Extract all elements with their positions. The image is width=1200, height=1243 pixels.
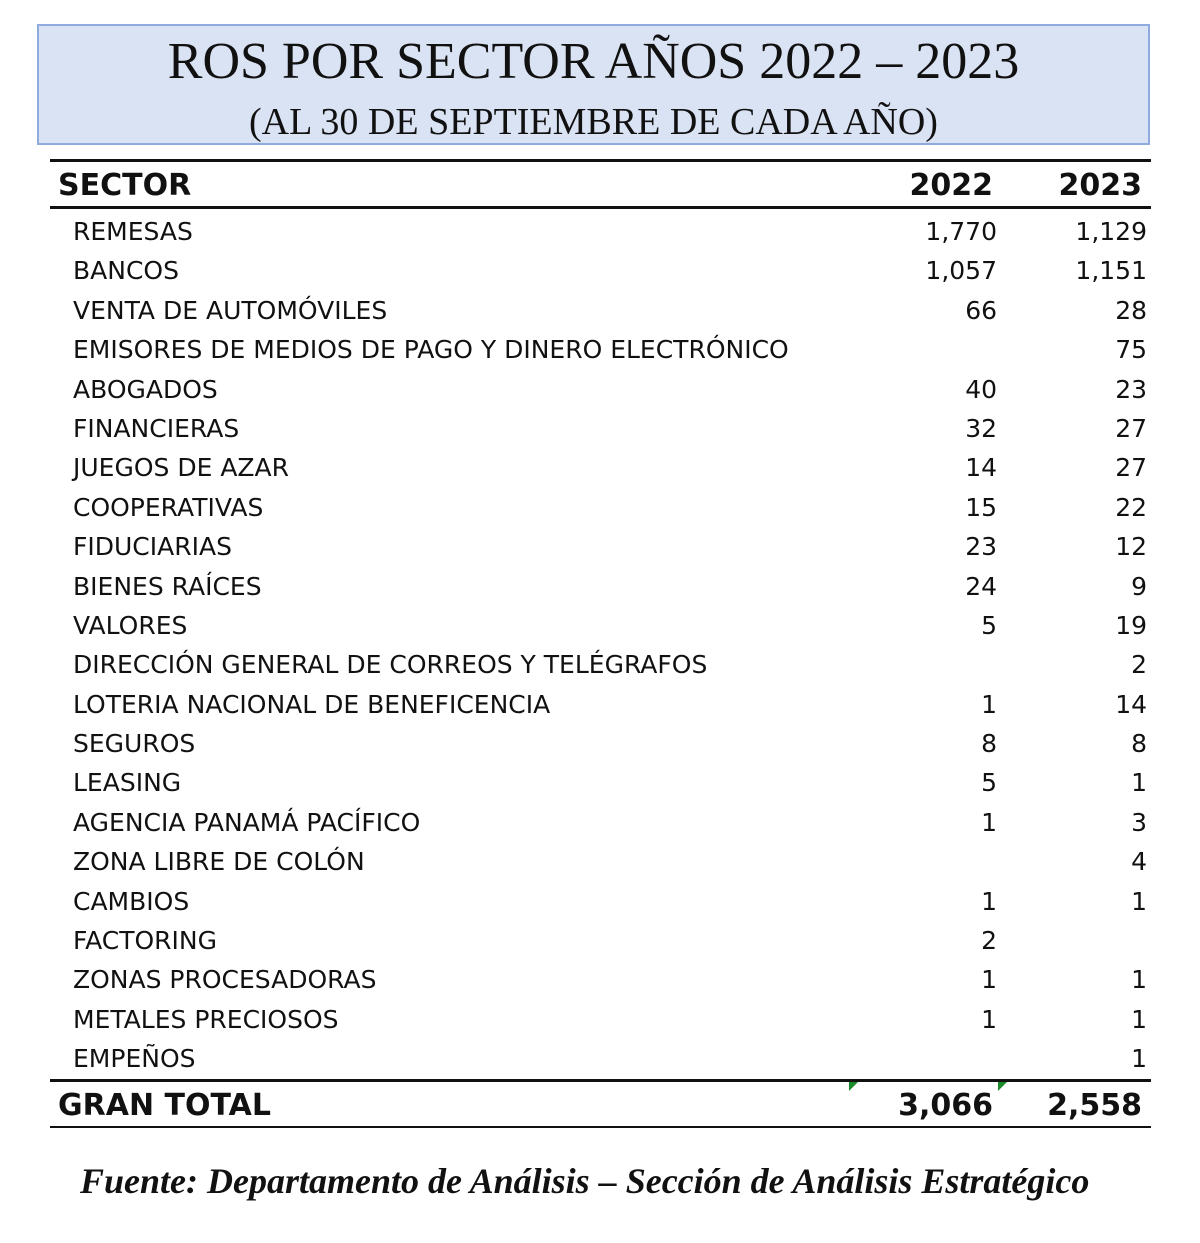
row-value-2023: 27 <box>1115 453 1147 483</box>
row-sector: VALORES <box>73 610 188 640</box>
row-value-2022: 1 <box>981 689 997 719</box>
title-box <box>37 24 1150 145</box>
table-row <box>50 960 1151 999</box>
table-row <box>50 370 1151 409</box>
row-value-2022: 15 <box>965 492 997 522</box>
row-sector: VENTA DE AUTOMÓVILES <box>73 295 388 325</box>
row-value-2023: 4 <box>1131 847 1147 877</box>
row-value-2023: 75 <box>1115 335 1147 365</box>
row-sector: FINANCIERAS <box>73 413 240 443</box>
row-sector: LOTERIA NACIONAL DE BENEFICENCIA <box>73 689 551 719</box>
row-value-2023: 27 <box>1115 413 1147 443</box>
row-sector: EMISORES DE MEDIOS DE PAGO Y DINERO ELECTRÓNICO <box>73 335 789 365</box>
row-value-2023: 22 <box>1115 492 1147 522</box>
row-sector: ZONA LIBRE DE COLÓN <box>73 847 365 877</box>
table-row <box>50 763 1151 802</box>
table-row <box>50 645 1151 684</box>
row-value-2023: 14 <box>1115 689 1147 719</box>
row-sector: FACTORING <box>73 926 217 956</box>
row-value-2023: 1 <box>1131 1004 1147 1034</box>
row-value-2022: 66 <box>965 295 997 325</box>
table-row <box>50 330 1151 369</box>
row-sector: REMESAS <box>73 217 193 246</box>
header-sector: SECTOR <box>58 168 192 203</box>
table-row <box>50 685 1151 724</box>
table-row <box>50 1039 1151 1078</box>
row-value-2023: 1 <box>1131 965 1147 995</box>
table-row <box>50 251 1151 290</box>
row-value-2023: 8 <box>1131 729 1147 759</box>
table-row <box>50 448 1151 487</box>
row-value-2023: 1,151 <box>1075 256 1147 286</box>
row-sector: EMPEÑOS <box>73 1044 196 1074</box>
table-row <box>50 527 1151 566</box>
row-sector: DIRECCIÓN GENERAL DE CORREOS Y TELÉGRAFOS <box>73 650 708 680</box>
row-value-2022: 8 <box>981 729 997 759</box>
table-row <box>50 212 1151 251</box>
row-value-2023: 28 <box>1115 295 1147 325</box>
source-note: Fuente: Departamento de Análisis – Sección de Análisis Estratégico <box>80 1161 1090 1201</box>
row-value-2023: 23 <box>1115 374 1147 404</box>
table-row <box>50 842 1151 881</box>
row-value-2022: 2 <box>981 926 997 956</box>
row-value-2023: 19 <box>1115 610 1147 640</box>
row-value-2023: 1 <box>1131 768 1147 798</box>
row-sector: LEASING <box>73 768 182 798</box>
row-value-2022: 5 <box>981 768 997 798</box>
row-sector: METALES PRECIOSOS <box>73 1004 339 1034</box>
row-sector: SEGUROS <box>73 729 196 759</box>
table-total-row <box>50 1079 1151 1128</box>
row-sector: ZONAS PROCESADORAS <box>73 965 377 995</box>
row-value-2023: 12 <box>1115 532 1147 562</box>
table-row <box>50 803 1151 842</box>
row-value-2022: 14 <box>965 453 997 483</box>
row-value-2022: 1 <box>981 965 997 995</box>
row-sector: ABOGADOS <box>73 374 218 404</box>
row-sector: CAMBIOS <box>73 886 190 916</box>
row-value-2022: 40 <box>965 374 997 404</box>
table-row <box>50 409 1151 448</box>
row-sector: FIDUCIARIAS <box>73 532 232 562</box>
row-value-2023: 2 <box>1131 650 1147 680</box>
cell-comment-marker <box>849 1082 858 1091</box>
row-sector: AGENCIA PANAMÁ PACÍFICO <box>73 807 421 837</box>
row-value-2022: 1,770 <box>925 217 997 246</box>
row-value-2022: 32 <box>965 413 997 443</box>
table-row <box>50 606 1151 645</box>
row-sector: BANCOS <box>73 256 179 286</box>
table-row <box>50 882 1151 921</box>
row-value-2023: 3 <box>1131 807 1147 837</box>
row-value-2022: 5 <box>981 610 997 640</box>
table-body <box>50 209 1151 1079</box>
row-value-2023: 1,129 <box>1075 217 1147 246</box>
header-year-2023: 2023 <box>1058 168 1142 203</box>
row-value-2023: 9 <box>1131 571 1147 601</box>
row-value-2022: 1 <box>981 1004 997 1034</box>
cell-comment-marker <box>998 1082 1007 1091</box>
row-value-2023: 1 <box>1131 886 1147 916</box>
total-2023: 2,558 <box>1047 1087 1142 1123</box>
row-value-2022: 23 <box>965 532 997 562</box>
row-value-2023: 1 <box>1131 1044 1147 1074</box>
row-sector: COOPERATIVAS <box>73 492 264 522</box>
table-row <box>50 567 1151 606</box>
table-row <box>50 1000 1151 1039</box>
row-value-2022: 1 <box>981 807 997 837</box>
total-label: GRAN TOTAL <box>58 1087 271 1123</box>
header-year-2022: 2022 <box>909 168 993 203</box>
row-sector: BIENES RAÍCES <box>73 571 262 601</box>
row-value-2022: 1,057 <box>925 256 997 286</box>
table-row <box>50 921 1151 960</box>
row-sector: JUEGOS DE AZAR <box>73 453 290 483</box>
row-value-2022: 24 <box>965 571 997 601</box>
page-title: ROS POR SECTOR AÑOS 2022 – 2023 <box>167 33 1020 90</box>
row-value-2022: 1 <box>981 886 997 916</box>
total-2022: 3,066 <box>898 1087 993 1123</box>
table-row <box>50 291 1151 330</box>
page-subtitle: (AL 30 DE SEPTIEMBRE DE CADA AÑO) <box>249 101 938 143</box>
table-row <box>50 488 1151 527</box>
table-header-row <box>50 162 1151 209</box>
sector-table <box>50 159 1151 1128</box>
table-row <box>50 724 1151 763</box>
